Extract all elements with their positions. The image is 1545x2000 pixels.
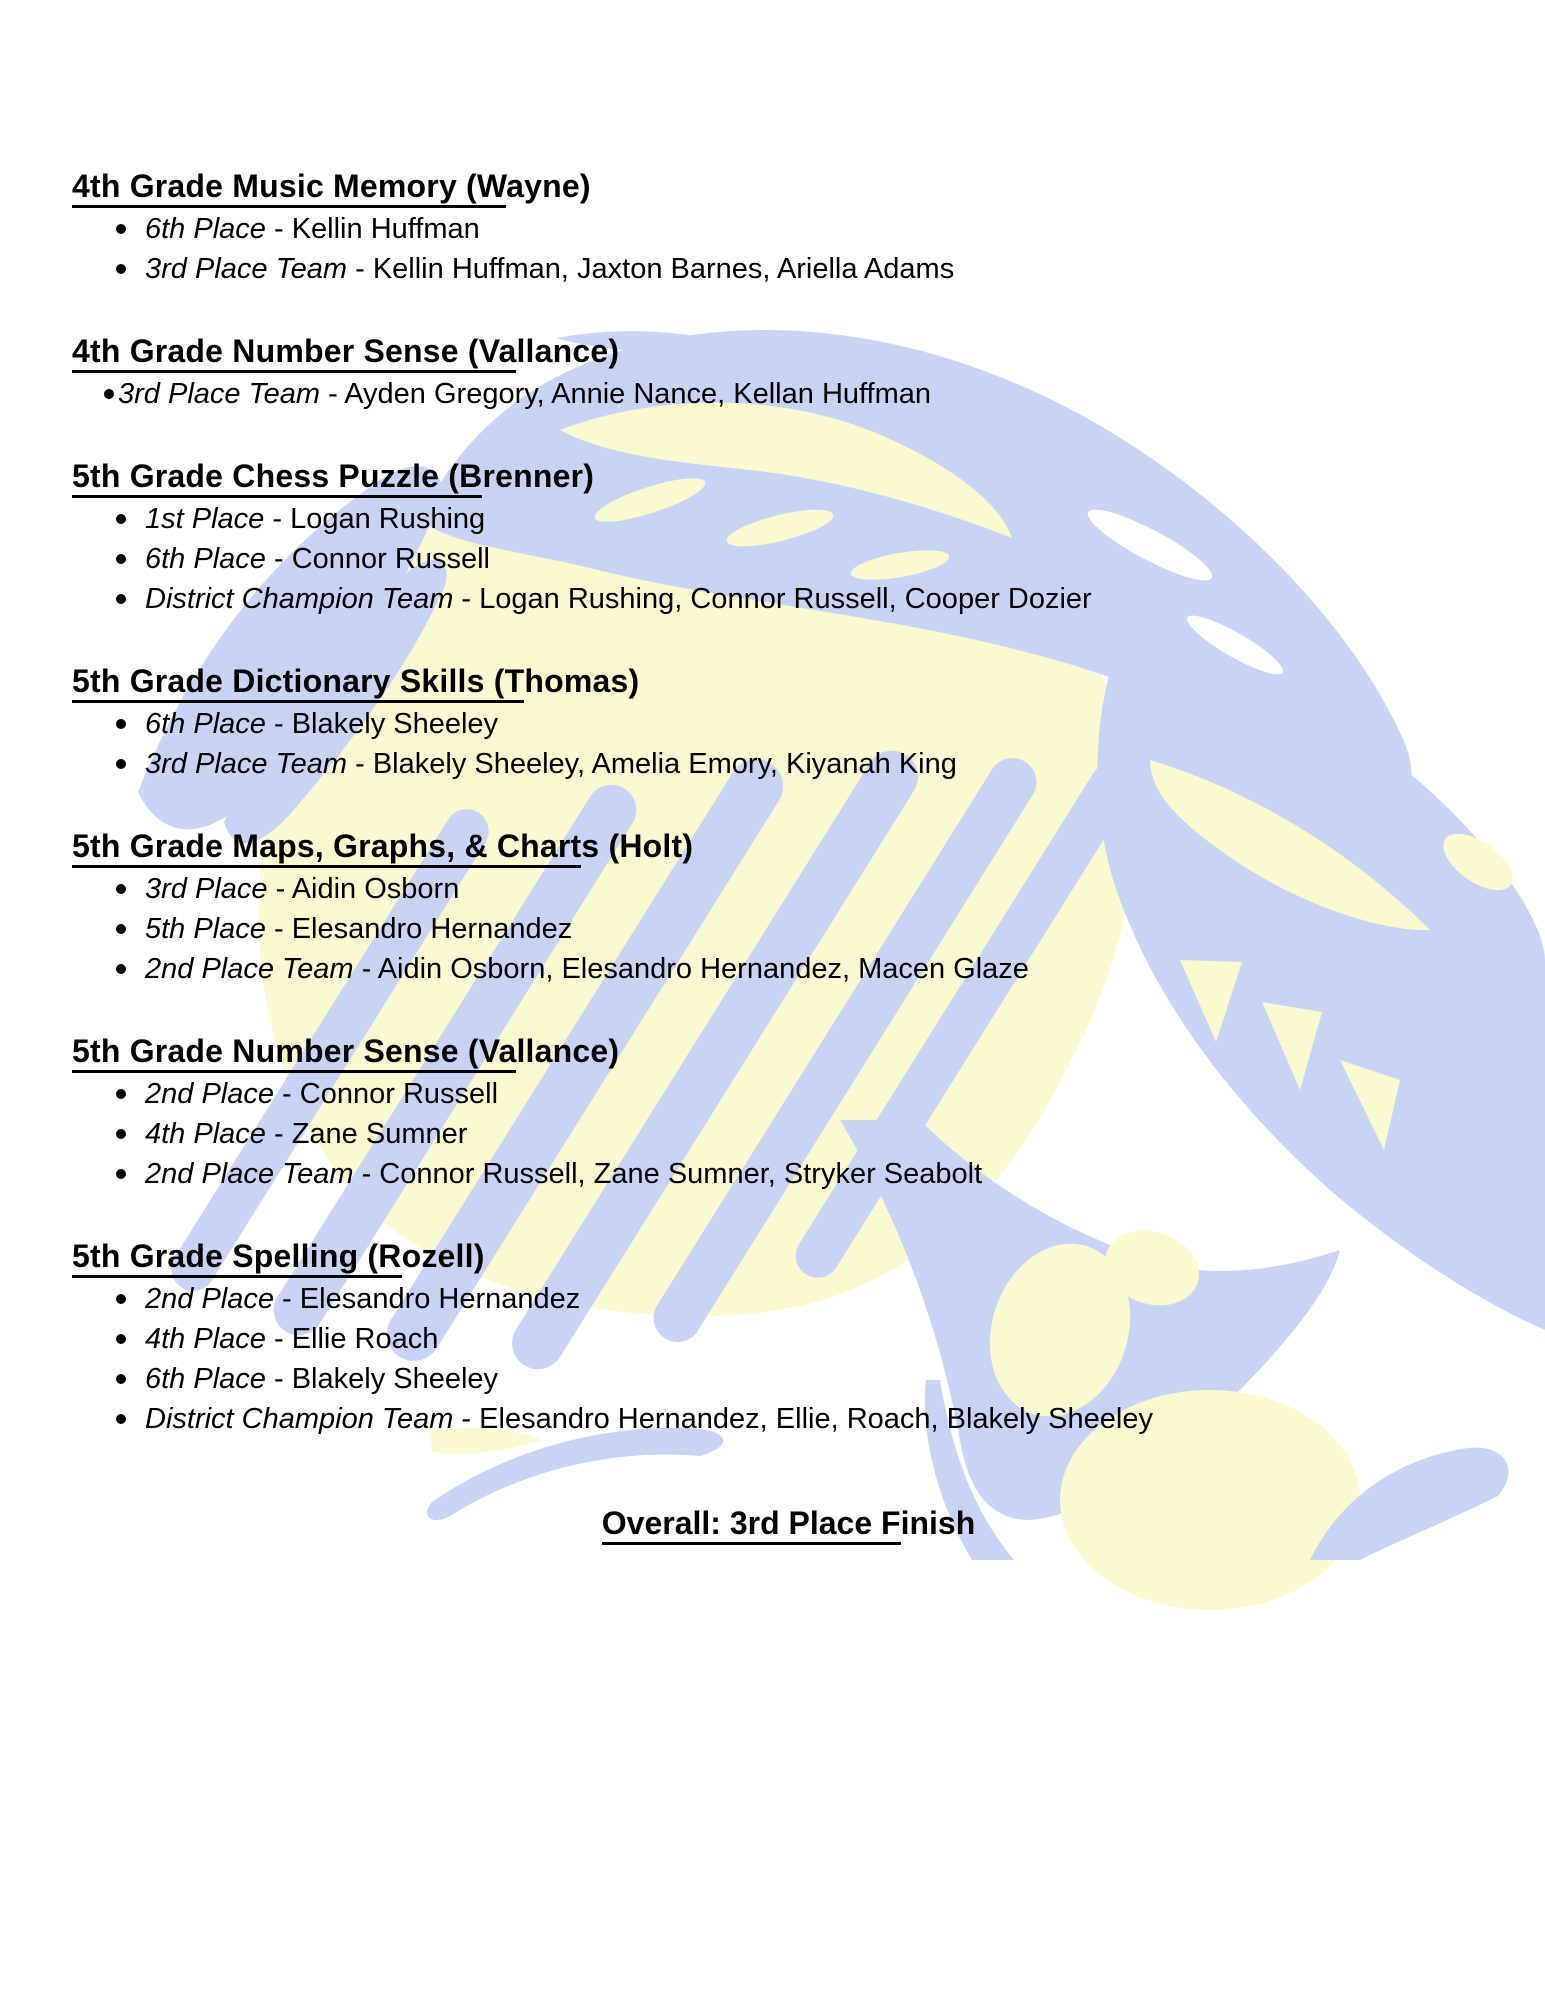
place-label: 4th Place (145, 1118, 266, 1150)
results-list (72, 869, 1505, 989)
award-section (72, 166, 1505, 289)
bullet-icon (116, 554, 126, 564)
results-list (72, 1074, 1505, 1194)
section-heading-rest: llance) (516, 333, 620, 369)
overall-result (72, 1503, 1505, 1543)
separator: - (320, 378, 345, 410)
bullet-icon (116, 594, 126, 604)
separator: - (265, 1363, 292, 1395)
place-label: 3rd Place Team (145, 748, 348, 780)
section-heading (72, 166, 1505, 206)
place-label: 2nd Place Team (145, 1158, 354, 1190)
place-label: District Champion Team (145, 1403, 454, 1435)
bullet-icon (116, 1169, 126, 1179)
section-heading (72, 826, 1505, 866)
bullet-icon (116, 1334, 126, 1344)
place-label: 6th Place (145, 708, 266, 740)
award-section (72, 1236, 1505, 1439)
result-item (72, 374, 1505, 414)
section-heading-rest: homas) (524, 663, 640, 699)
place-label: 4th Place (145, 1323, 266, 1355)
separator: - (453, 1403, 480, 1435)
result-item (72, 1359, 1505, 1399)
place-label: 5th Place (145, 913, 266, 945)
award-section (72, 456, 1505, 619)
section-heading-rest: s (Holt) (581, 828, 694, 864)
place-label: 6th Place (145, 1363, 266, 1395)
overall-result-rest: inish (900, 1505, 976, 1541)
separator: - (265, 1118, 292, 1150)
result-item (72, 499, 1505, 539)
bullet-icon (116, 759, 126, 769)
bullet-icon (116, 1089, 126, 1099)
separator: - (267, 873, 292, 905)
place-label: 2nd Place (145, 1078, 274, 1110)
section-heading-underlined: 5th Grade Dictionary Skills (T (72, 663, 524, 703)
sections-container (72, 166, 1505, 1439)
result-item (72, 1319, 1505, 1359)
place-label: 6th Place (145, 543, 266, 575)
place-label: 3rd Place Team (118, 378, 321, 410)
separator: - (353, 1158, 380, 1190)
bullet-icon (116, 884, 126, 894)
section-heading-underlined: 5th Grade Maps, Graphs, & Chart (72, 828, 581, 868)
section-heading (72, 331, 1505, 371)
separator: - (265, 1323, 292, 1355)
result-item (72, 704, 1505, 744)
bullet-icon (116, 1129, 126, 1139)
student-names: Logan Rushing (290, 503, 486, 535)
bullet-icon (116, 719, 126, 729)
award-section (72, 826, 1505, 989)
result-item (72, 1074, 1505, 1114)
student-names: Zane Sumner (291, 1118, 468, 1150)
bullet-icon (116, 1414, 126, 1424)
student-names: Kellin Huffman (291, 213, 480, 245)
student-names: Ellie Roach (291, 1323, 439, 1355)
section-heading-underlined: 4th Grade Music Memory (W (72, 168, 506, 208)
result-item (72, 949, 1505, 989)
section-heading-underlined: 5th Grade Number Sense (Va (72, 1033, 516, 1073)
separator: - (265, 913, 292, 945)
student-names: Elesandro Hernandez, Ellie, Roach, Blakely Sheeley (479, 1403, 1153, 1435)
separator: - (347, 748, 373, 780)
student-names: Blakely Sheeley (291, 1363, 499, 1395)
section-heading-rest: ozell) (401, 1238, 485, 1274)
results-list (72, 1279, 1505, 1439)
separator: - (265, 708, 292, 740)
place-label: 2nd Place (145, 1283, 274, 1315)
section-heading (72, 661, 1505, 701)
section-heading-rest: renner) (482, 458, 595, 494)
place-label: 6th Place (145, 213, 266, 245)
section-heading-underlined: 5th Grade Spelling (R (72, 1238, 402, 1278)
student-names: Aidin Osborn (291, 873, 460, 905)
separator: - (265, 213, 292, 245)
student-names: Blakely Sheeley, Amelia Emory, Kiyanah King (372, 748, 957, 780)
separator: - (264, 503, 291, 535)
place-label: 3rd Place (145, 873, 268, 905)
result-item (72, 579, 1505, 619)
result-item (72, 1114, 1505, 1154)
separator: - (265, 543, 292, 575)
result-item (72, 909, 1505, 949)
bullet-icon (116, 224, 126, 234)
bullet-icon (116, 514, 126, 524)
student-names: Blakely Sheeley (291, 708, 499, 740)
separator: - (274, 1078, 300, 1110)
results-list (72, 374, 1505, 414)
result-item (72, 249, 1505, 289)
student-names: Logan Rushing, Connor Russell, Cooper Dozier (479, 583, 1092, 615)
place-label: 1st Place (145, 503, 265, 535)
section-heading-underlined: 5th Grade Chess Puzzle (B (72, 458, 482, 498)
bullet-icon (116, 1294, 126, 1304)
result-item (72, 539, 1505, 579)
result-item (72, 869, 1505, 909)
section-heading-underlined: 4th Grade Number Sense (Va (72, 333, 516, 373)
award-section (72, 661, 1505, 784)
student-names: Connor Russell (291, 543, 490, 575)
result-item (72, 1154, 1505, 1194)
bullet-icon (104, 389, 114, 399)
bullet-icon (116, 1374, 126, 1384)
results-list (72, 209, 1505, 289)
award-section (72, 331, 1505, 414)
student-names: Connor Russell, Zane Sumner, Stryker Seabolt (379, 1158, 983, 1190)
bullet-icon (116, 964, 126, 974)
bullet-icon (116, 924, 126, 934)
separator: - (274, 1283, 300, 1315)
overall-result-underlined: Overall: 3rd Place F (602, 1505, 901, 1545)
award-section (72, 1031, 1505, 1194)
result-item (72, 209, 1505, 249)
section-heading (72, 1031, 1505, 1071)
result-item (72, 744, 1505, 784)
place-label: 3rd Place Team (145, 253, 348, 285)
separator: - (453, 583, 480, 615)
student-names: Connor Russell (299, 1078, 499, 1110)
bullet-icon (116, 264, 126, 274)
student-names: Elesandro Hernandez (299, 1283, 581, 1315)
separator: - (347, 253, 373, 285)
section-heading-rest: ayne) (506, 168, 591, 204)
place-label: District Champion Team (145, 583, 454, 615)
results-list (72, 704, 1505, 784)
section-heading (72, 1236, 1505, 1276)
place-label: 2nd Place Team (145, 953, 354, 985)
separator: - (353, 953, 378, 985)
section-heading-rest: llance) (516, 1033, 620, 1069)
student-names: Ayden Gregory, Annie Nance, Kellan Huffman (344, 378, 932, 410)
result-item (72, 1399, 1505, 1439)
student-names: Kellin Huffman, Jaxton Barnes, Ariella Adams (372, 253, 955, 285)
results-list (72, 499, 1505, 619)
student-names: Elesandro Hernandez (291, 913, 573, 945)
section-heading (72, 456, 1505, 496)
student-names: Aidin Osborn, Elesandro Hernandez, Macen Glaze (377, 953, 1029, 985)
result-item (72, 1279, 1505, 1319)
